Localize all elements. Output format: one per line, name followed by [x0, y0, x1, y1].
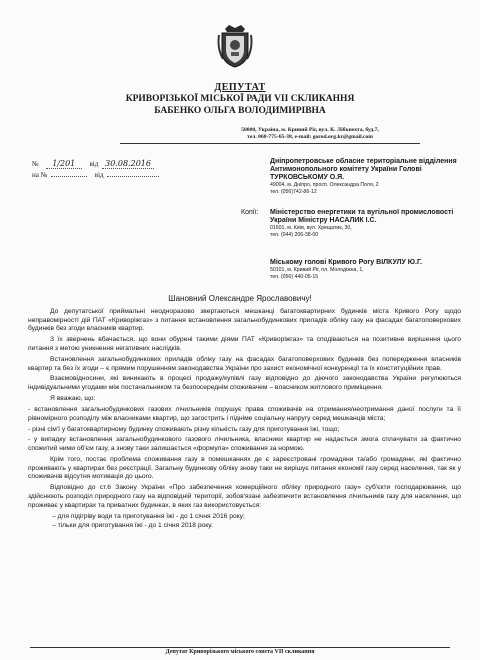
recipient-main — [270, 158, 475, 196]
copy1-address: 01601, м. Київ, вул. Хрещатик, 30, — [270, 225, 352, 231]
paragraph-violation: Встановлення загальнобудинкових приладів обліку газу на фасадах багатоповерхових будинків без попередження власників квартир та без їх згоди – є прямим порушенням законодавства України про захист економічної конкуренції та їх конституційних прав. — [28, 355, 461, 372]
paragraph-appeals: З їх звернень вбачається, що вони обурені такими діями ПАТ «Криворіжгаз» та сподіваються на позитивне вирішення цього питання з метою уникнення негативних наслідків. — [28, 336, 461, 352]
copy2-address: 50101, м. Кривий Ріг, пл. Молодіжна, 1, — [270, 267, 364, 273]
footer-divider — [30, 647, 450, 648]
reg-in-date-line — [107, 176, 159, 177]
copy1-person: Міністру НАСАЛИК І.С. — [298, 217, 377, 224]
letter-body — [28, 308, 461, 532]
sender-contacts: тел. 068-775-65-38, e-mail: gorod.org.kr@gmail.com — [247, 134, 373, 140]
point-payment: - у випадку встановлення загальнобудинкового газового лічильника, власники квартир не надається змога сплачувати за фактично спожитий ними об'єм газу, а знову таки залишається «формула» споживання за нормою. — [28, 436, 461, 453]
copy2-person: Міському голові Кривого Рогу ВІЛКУЛУ Ю.Г. — [270, 259, 423, 266]
recipient-main-org: Дніпропетровське обласне територіальне відділення Антимонопольного комітету України — [270, 158, 457, 173]
paragraph-relations: Взаємовідносини, які виникають в процесі продажу/купівлі газу відповідно до діючого законодавства України регулюються індивідуальними угодами між постачальником та безпосереднім споживачем – власником житлового приміщення. — [28, 375, 461, 392]
outgoing-registration — [32, 159, 154, 169]
recipient-copy-mayor — [270, 259, 475, 281]
paragraph-problem: Крім того, постає проблема споживання газу в помешканнях де є зареєстровані громадяни та/або громадяни, які фактично проживають у квартирах без реєстрації. Загальну будинкову обліку знову таки не вирішує питання економії газу серед населення, так як у споживачів відсутня мотивація до цього. — [28, 456, 461, 481]
reg-no-value: 1/201 — [46, 159, 82, 169]
copy1-org: Міністерство енергетики та вугільної промисловості України — [270, 209, 454, 224]
salutation: Шановний Олександре Ярославовичу! — [168, 294, 312, 303]
footer-text: Депутат Криворізького міського совета VII скликання — [165, 649, 315, 655]
header-divider — [120, 143, 420, 144]
copies-label: Копії: — [241, 209, 259, 216]
deputy-title: ДЕПУТАТ — [214, 82, 266, 93]
recipient-copy-ministry — [270, 209, 475, 239]
paragraph-law: Відповідно до ст.6 Закону України «Про забезпечення комерційного обліку природного газу» суб'єкти господарювання, що здійснюють розподіл природного газу на відповідній території, зобов'язані забезпечити встановлення лічильників газу для населення, що проживає у квартирах та приватних будинках, в яких газ використовується: — [28, 484, 461, 509]
deadline-heating: – для підігріву води та приготування їжі - до 1 січня 2016 року; — [52, 512, 245, 520]
sender-address: 50000, Україна, м. Кривий Ріг, вул. К. Лібкнехта, буд.7, — [241, 127, 379, 133]
deadline-cooking: – тільки для приготування їжі - до 1 січня 2018 року. — [52, 522, 213, 530]
recipient-main-person: Голові ТУРКОВСЬКОМУ О.Я. — [270, 166, 422, 181]
council-name: КРИВОРІЗЬКОЇ МІСЬКОЇ РАДИ VII СКЛИКАННЯ — [125, 94, 355, 104]
point-consumption: - різні сім'ї у багатоквартирному будинку споживають різну кількість газу для приготування їжі, тощо; — [28, 425, 340, 433]
reg-in-no-label: на № — [32, 171, 48, 179]
reg-in-from-label: від — [94, 171, 104, 179]
reg-no-label: № — [32, 160, 39, 168]
reg-from-label: від — [89, 160, 99, 168]
copy2-phone: тел. (056) 440-05-15 — [270, 274, 319, 280]
point-rights: - встановлення загальнобудинкових газових лічильників порушує права споживачів на отримання/неотримання даної послуги та її рівномірного розподілу між власниками квартир, що загострить і підніме соціальну напругу серед мешканців міста; — [28, 405, 461, 422]
recipient-main-address: 49004, м. Дніпро, просп. Олександра Поля, 2 — [270, 182, 379, 188]
incoming-registration — [32, 171, 159, 179]
deputy-name: БАБЕНКО ОЛЬГА ВОЛОДИМИРІВНА — [154, 106, 326, 116]
coat-of-arms-icon — [217, 23, 253, 69]
reg-in-no-line — [51, 176, 87, 177]
copy1-phone: тел. (044) 206-38-00 — [270, 232, 319, 238]
recipient-main-phone: тел. (056)742-86-12 — [270, 189, 317, 195]
paragraph-opinion: Я вважаю, що: — [50, 395, 96, 403]
reg-date-value: 30.08.2016 — [102, 159, 154, 169]
paragraph-intro: До депутатської приймальні неодноразово звертаються мешканці багатоквартирних будинків міста Кривого Рогу щодо неправомірності дій ПАТ «Криворіжгаз» з питання встановлення загальнобудинкових приладів обліку газу на фасадах багатоповерхових будинків без згоди власників квартир. — [28, 308, 461, 333]
